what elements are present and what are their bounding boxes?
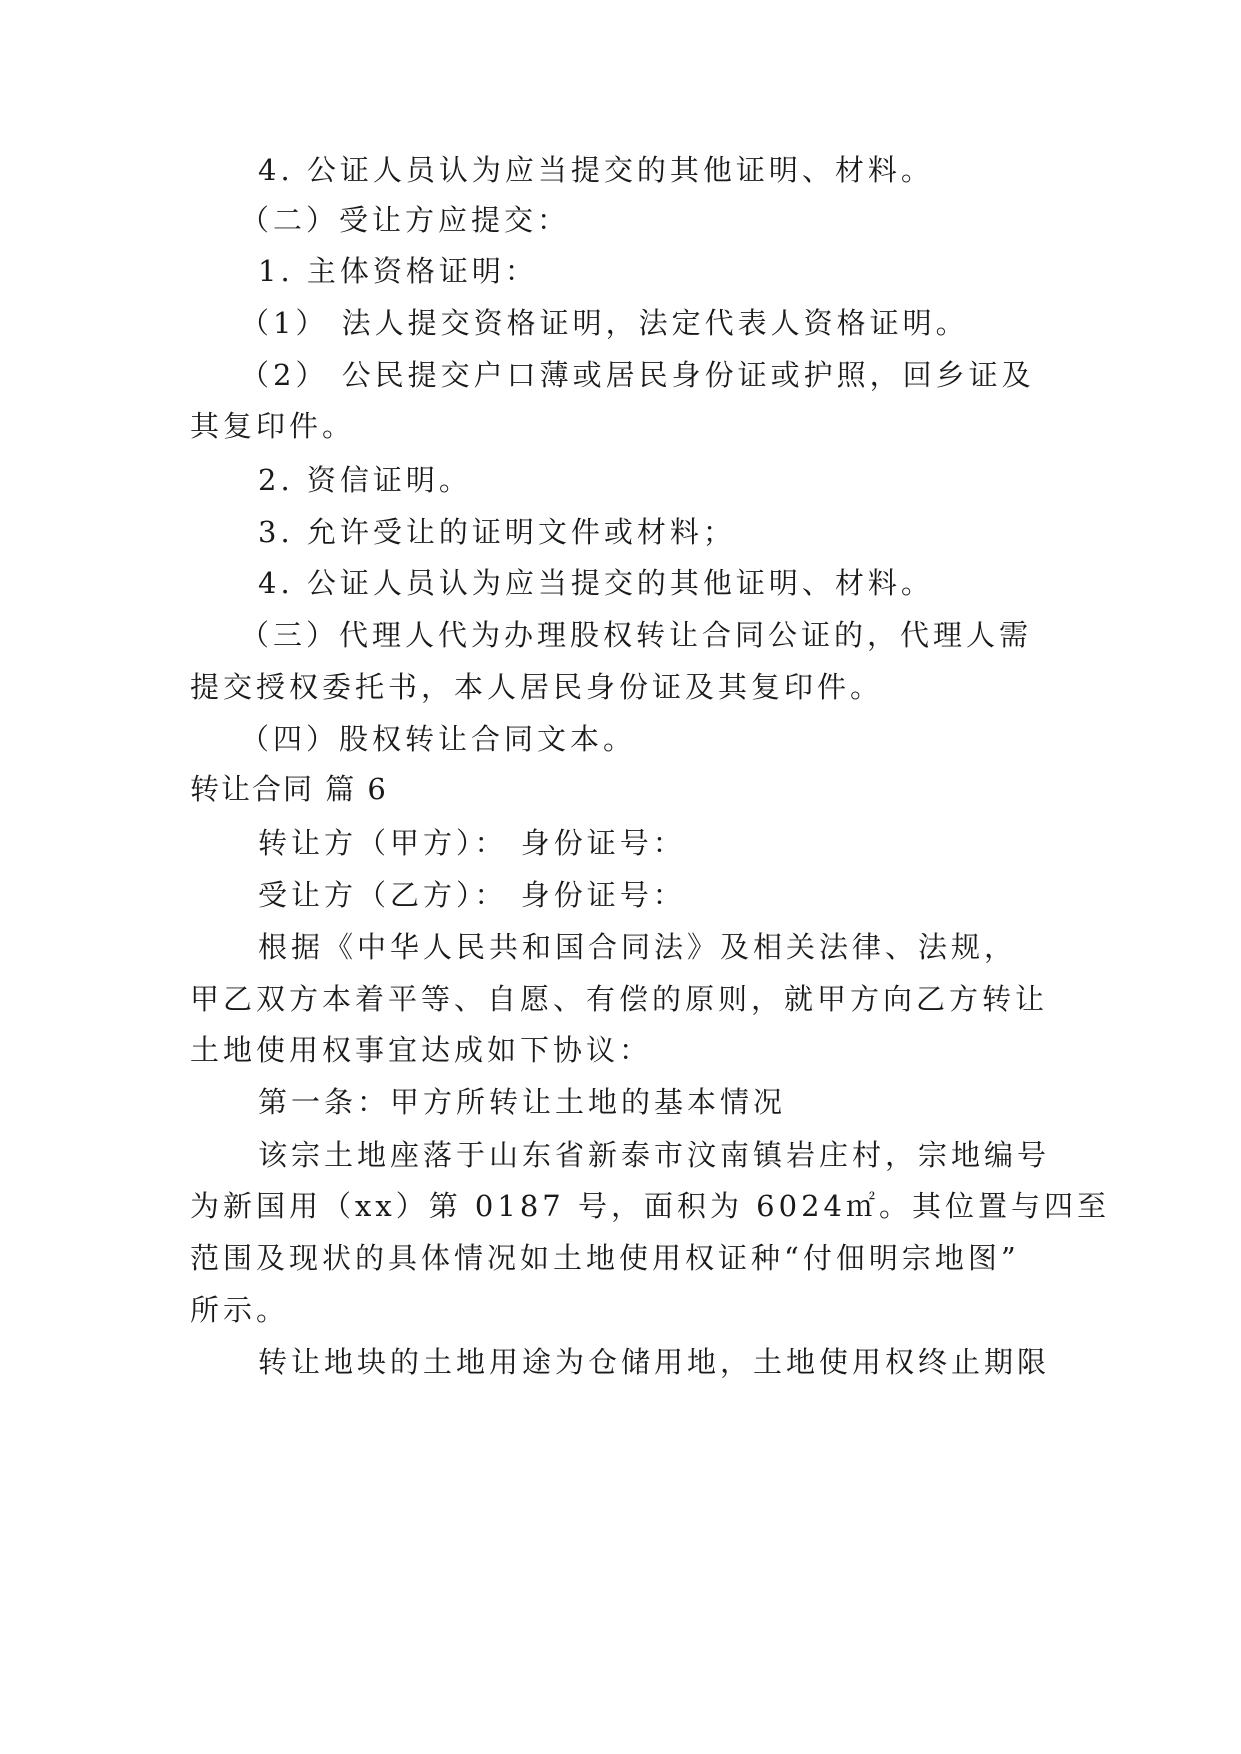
text-line: 转让地块的土地用途为仓储用地，土地使用权终止期限 xyxy=(258,1345,1051,1379)
text-line: （1） 法人提交资格证明，法定代表人资格证明。 xyxy=(240,306,969,340)
text-line: 土地使用权事宜达成如下协议： xyxy=(190,1033,653,1067)
text-line: 受让方（乙方）： 身份证号： xyxy=(258,878,686,912)
text-line: （2） 公民提交户口薄或居民身份证或护照，回乡证及 xyxy=(240,358,1035,392)
text-line: （四）股权转让合同文本。 xyxy=(240,722,637,756)
text-line: 甲乙双方本着平等、自愿、有偿的原则，就甲方向乙方转让 xyxy=(190,982,1049,1016)
text-line: 该宗土地座落于山东省新泰市汶南镇岩庄村，宗地编号 xyxy=(258,1138,1051,1172)
text-line: 第一条：甲方所转让土地的基本情况 xyxy=(258,1085,787,1119)
text-line: 4. 公证人员认为应当提交的其他证明、材料。 xyxy=(258,153,934,187)
text-line: 转让方（甲方）： 身份证号： xyxy=(258,826,686,860)
text-line: 根据《中华人民共和国合同法》及相关法律、法规， xyxy=(258,930,1018,964)
text-line: 所示。 xyxy=(190,1293,290,1327)
text-line: （三）代理人代为办理股权转让合同公证的，代理人需 xyxy=(240,618,1033,652)
text-line: 范围及现状的具体情况如土地使用权证种“付佃明宗地图” xyxy=(190,1241,1020,1275)
text-line: 4. 公证人员认为应当提交的其他证明、材料。 xyxy=(258,566,934,600)
section-heading: 转让合同 篇 6 xyxy=(190,772,388,806)
text-line: 2. 资信证明。 xyxy=(258,463,472,497)
text-line: 3. 允许受让的证明文件或材料； xyxy=(258,515,736,549)
text-line: 1. 主体资格证明： xyxy=(258,254,538,288)
text-line: 其复印件。 xyxy=(190,409,356,443)
text-line: 提交授权委托书，本人居民身份证及其复印件。 xyxy=(190,670,884,704)
text-line: 为新国用（xx）第 0187 号，面积为 6024㎡。其位置与四至 xyxy=(190,1189,1110,1223)
text-line: （二）受让方应提交： xyxy=(240,203,571,237)
